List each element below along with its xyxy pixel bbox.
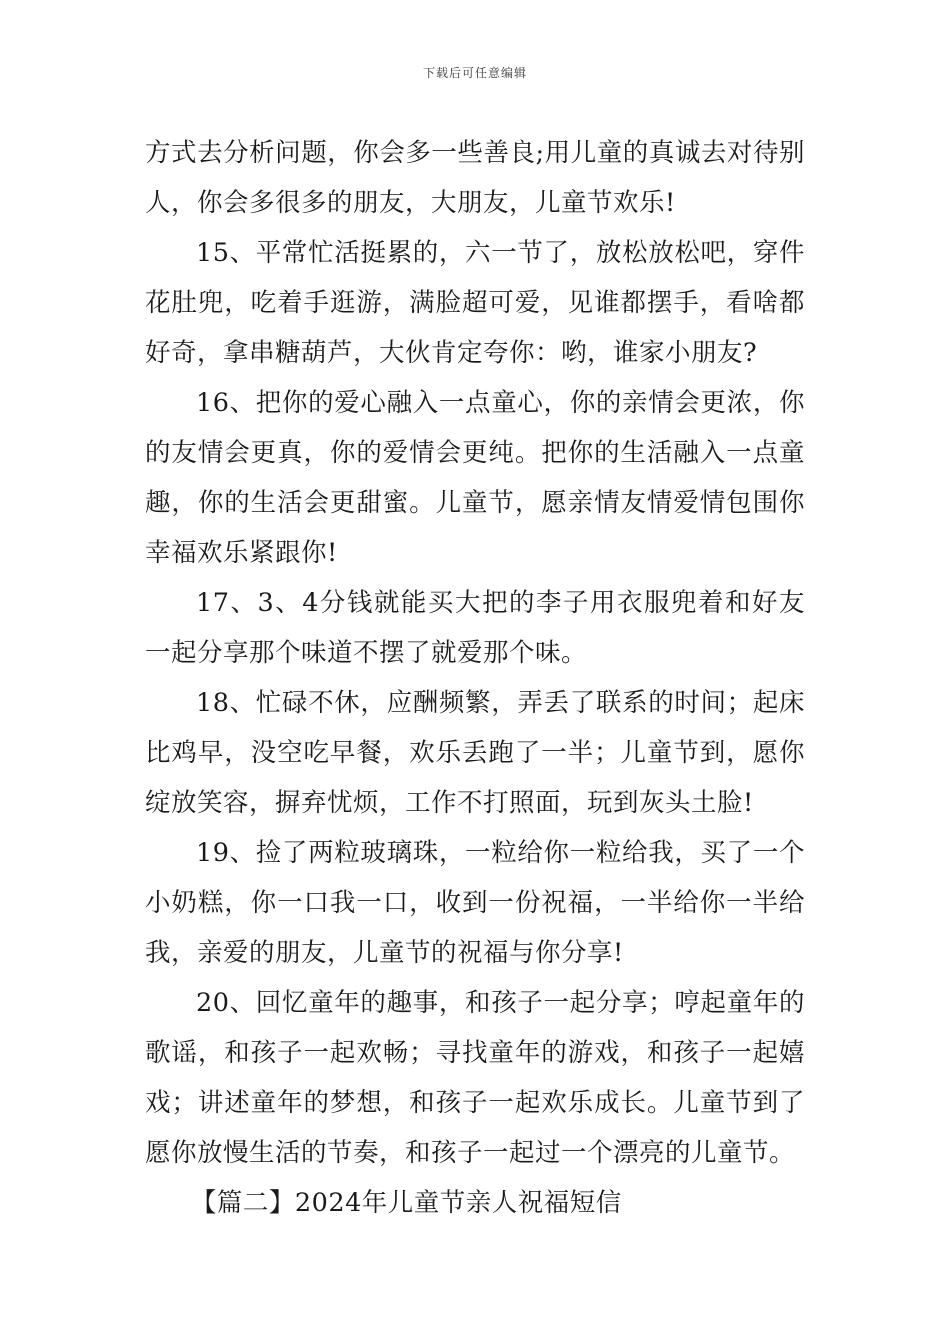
paragraph-17: 17、3、4分钱就能买大把的李子用衣服兜着和好友一起分享那个味道不摆了就爱那个味。: [145, 588, 805, 668]
paragraph-continuation: 方式去分析问题，你会多一些善良;用儿童的真诚去对待别人，你会多很多的朋友，大朋友，儿童节欢乐!: [145, 138, 805, 218]
document-body: [145, 128, 805, 1228]
paragraph-15: 15、平常忙活挺累的，六一节了，放松放松吧，穿件花肚兜，吃着手逛游，满脸超可爱，见谁都摆手，看啥都好奇，拿串糖葫芦，大伙肯定夸你：哟，谁家小朋友?: [145, 238, 805, 368]
paragraph-19: 19、捡了两粒玻璃珠，一粒给你一粒给我，买了一个小奶糕，你一口我一口，收到一份祝福，一半给你一半给我，亲爱的朋友，儿童节的祝福与你分享!: [145, 838, 805, 968]
header-note: 下载后可任意编辑: [422, 66, 527, 80]
section-title: 【篇二】2024年儿童节亲人祝福短信: [190, 1188, 622, 1218]
paragraph-20: 20、回忆童年的趣事，和孩子一起分享；哼起童年的歌谣，和孩子一起欢畅；寻找童年的游戏，和孩子一起嬉戏；讲述童年的梦想，和孩子一起欢乐成长。儿童节到了愿你放慢生活的节奏，和孩子一起过一个漂亮的儿童节。: [145, 988, 805, 1168]
paragraph-18: 18、忙碌不休，应酬频繁，弄丢了联系的时间；起床比鸡早，没空吃早餐，欢乐丢跑了一半；儿童节到，愿你绽放笑容，摒弃忧烦，工作不打照面，玩到灰头土脸!: [145, 688, 805, 818]
paragraph-16: 16、把你的爱心融入一点童心，你的亲情会更浓，你的友情会更真，你的爱情会更纯。把你的生活融入一点童趣，你的生活会更甜蜜。儿童节，愿亲情友情爱情包围你幸福欢乐紧跟你!: [145, 388, 805, 568]
